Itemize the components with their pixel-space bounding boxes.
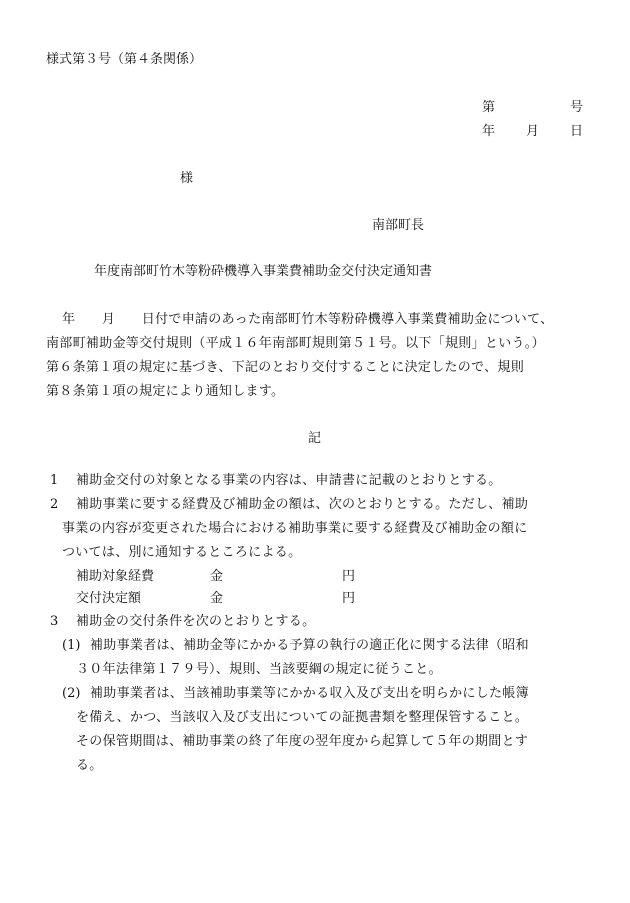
doc-number-prefix: 第 [482, 100, 496, 115]
sub2-line: その保管期間は、補助事業の終了年度の翌年度から起算して５年の期間とす [76, 734, 529, 749]
sub1-line: ３０年法律第１７９号）、規則、当該要綱の規定に従うこと。 [76, 662, 442, 677]
date-month: 月 [526, 124, 540, 139]
date-day: 日 [570, 124, 584, 139]
item2-line: 事業の内容が変更された場合における補助事業に要する経費及び補助金の額に [62, 521, 528, 536]
form-label: 様式第３号（第４条関係） [46, 52, 203, 67]
sub2-line: 補助事業者は、当該補助事業等にかかる収入及び支出を明らかにした帳簿 [90, 686, 529, 701]
doc-number-suffix: 号 [570, 100, 584, 115]
issuer: 南部町長 [372, 218, 425, 233]
addressee-honorific: 様 [180, 171, 194, 186]
sub2-line: る。 [76, 758, 103, 773]
item3-number: 3 [50, 614, 59, 629]
item1-number: 1 [50, 473, 59, 488]
amount-kin: 金 [210, 591, 224, 606]
amount-yen: 円 [342, 569, 356, 584]
item2-number: 2 [50, 497, 59, 512]
body-line: 第６条第１項の規定に基づき、下記のとおり交付することに決定したので、規則 [46, 360, 525, 375]
amount-label: 交付決定額 [76, 591, 142, 606]
document-title: 年度南部町竹木等粉砕機導入事業費補助金交付決定通知書 [94, 264, 433, 279]
amount-yen: 円 [342, 591, 356, 606]
amount-kin: 金 [210, 569, 224, 584]
item2-line: 補助事業に要する経費及び補助金の額は、次のとおりとする。ただし、補助 [76, 497, 529, 512]
body-line: 南部町補助金等交付規則（平成１６年南部町規則第５１号。以下「規則」という。） [46, 336, 545, 351]
item2-line: ついては、別に通知するところによる。 [62, 545, 302, 560]
item1-text: 補助金交付の対象となる事業の内容は、申請書に記載のとおりとする。 [76, 473, 502, 488]
sub2-number: (2) [62, 686, 81, 701]
date-year: 年 [482, 124, 496, 139]
body-line: 第８条第１項の規定により通知します。 [46, 384, 285, 399]
sub2-line: を備え、かつ、当該収入及び支出についての証拠書類を整理保管すること。 [76, 710, 529, 725]
ki-heading: 記 [308, 431, 322, 446]
sub1-line: 補助事業者は、補助金等にかかる予算の執行の適正化に関する法律（昭和 [90, 638, 529, 653]
sub1-number: (1) [62, 638, 81, 653]
body-line: 年 月 日付で申請のあった南部町竹木等粉砕機導入事業費補助金について、 [62, 312, 554, 327]
item3-text: 補助金の交付条件を次のとおりとする。 [76, 614, 316, 629]
amount-label: 補助対象経費 [76, 569, 155, 584]
